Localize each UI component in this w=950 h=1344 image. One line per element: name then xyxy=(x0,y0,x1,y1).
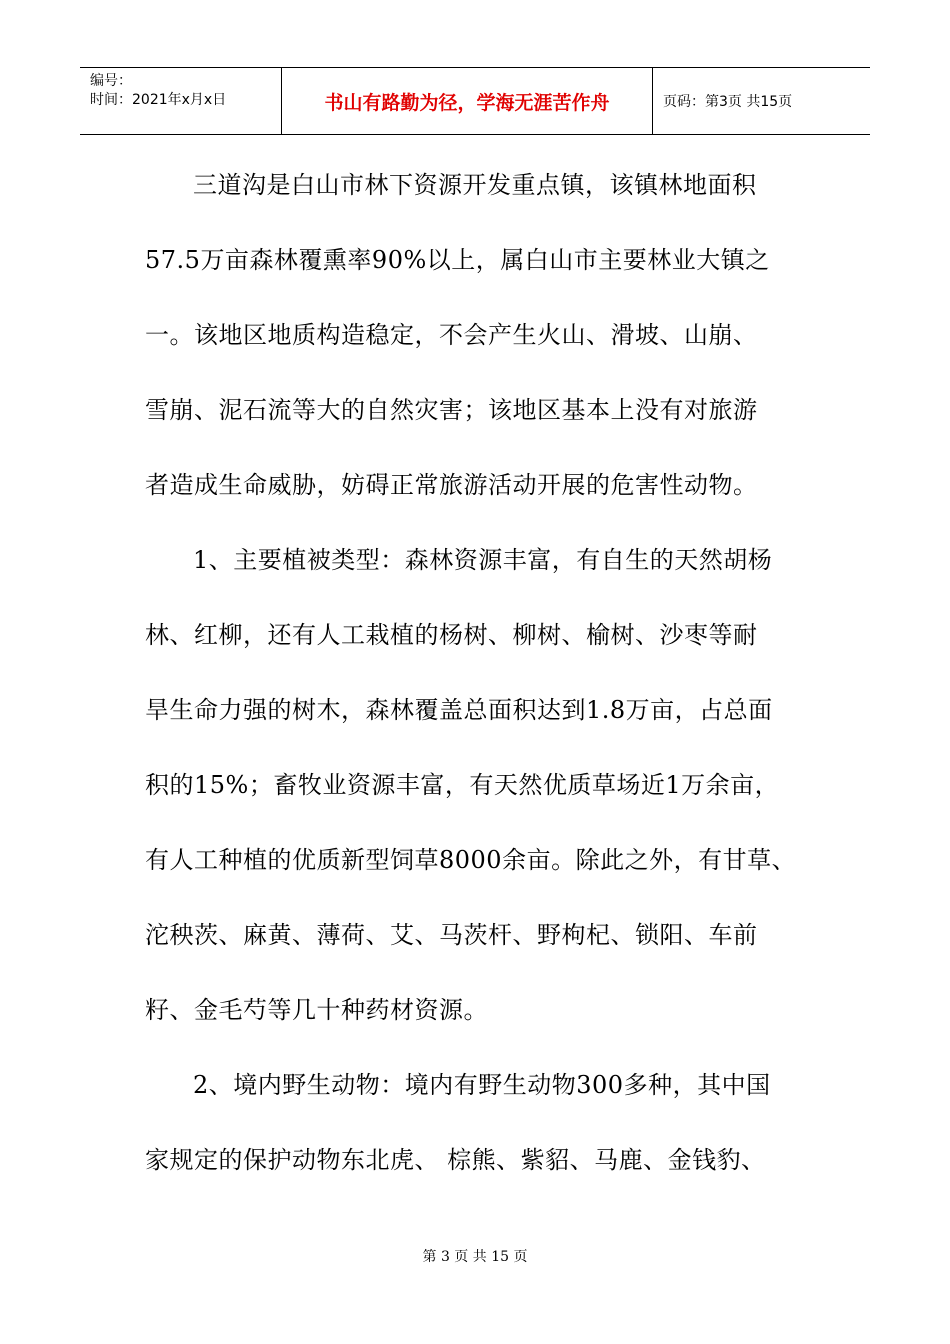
body-line: 者造成生命威胁，妨碍正常旅游活动开展的危害性动物。 xyxy=(145,471,758,499)
body-line: 积的15%；畜牧业资源丰富，有天然优质草场近1万余亩， xyxy=(145,771,780,799)
header-page-cell xyxy=(653,68,870,134)
number-label: 编号： xyxy=(90,73,132,89)
body-line: 籽、金毛芍等几十种药材资源。 xyxy=(145,996,488,1024)
body-line: 林、红柳，还有人工栽植的杨树、柳树、榆树、沙枣等耐 xyxy=(145,621,758,649)
body-line: 2、境内野生动物：境内有野生动物300多种，其中国 xyxy=(193,1071,771,1099)
body-line: 旱生命力强的树木，森林覆盖总面积达到1.8万亩，占总面 xyxy=(145,696,773,724)
body-line: 家规定的保护动物东北虎、 棕熊、紫貂、马鹿、金钱豹、 xyxy=(145,1146,766,1174)
document-body xyxy=(145,148,833,1198)
body-line: 57.5万亩森林覆熏率90%以上，属白山市主要林业大镇之 xyxy=(145,246,770,274)
body-line: 沱秧茨、麻黄、薄荷、艾、马茨杆、野枸杞、锁阳、车前 xyxy=(145,921,758,949)
body-line: 一。该地区地质构造稳定，不会产生火山、滑坡、山崩、 xyxy=(145,321,758,349)
page-footer: 第 3 页 共 15 页 xyxy=(422,1249,528,1265)
body-line: 雪崩、泥石流等大的自然灾害；该地区基本上没有对旅游 xyxy=(145,396,758,424)
motto-text: 书山有路勤为径，学海无涯苦作舟 xyxy=(324,91,610,114)
header-meta-cell xyxy=(80,68,282,134)
date-label: 时间：2021年x月x日 xyxy=(90,92,227,108)
body-line: 三道沟是白山市林下资源开发重点镇，该镇林地面积 xyxy=(193,171,757,199)
header-motto-cell xyxy=(282,68,653,134)
document-header xyxy=(80,67,870,135)
body-line: 有人工种植的优质新型饲草8000余亩。除此之外，有甘草、 xyxy=(145,846,797,874)
page-info: 页码：第3页 共15页 xyxy=(663,94,793,110)
body-line: 1、主要植被类型：森林资源丰富，有自生的天然胡杨 xyxy=(193,546,773,574)
